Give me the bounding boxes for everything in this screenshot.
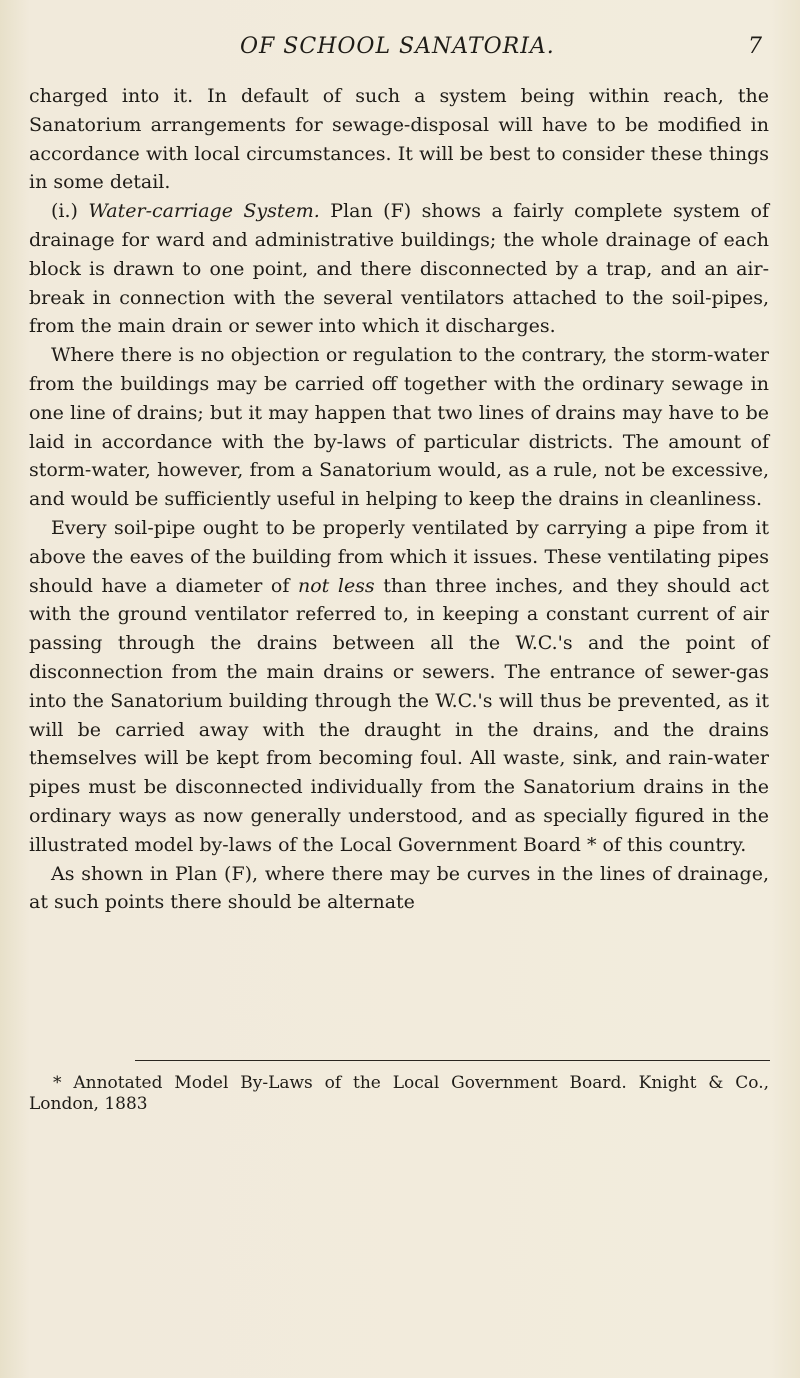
emphasis-text: not less bbox=[297, 574, 375, 597]
section-label: (i.) bbox=[51, 200, 78, 223]
paragraph-soil-pipe bbox=[29, 514, 769, 860]
paragraph-text: As shown in Plan (F), where there may be curves in the lines of drainage, at such points there should be alternate bbox=[29, 862, 769, 914]
page-number: 7 bbox=[748, 34, 762, 59]
paragraph-text: Where there is no objection or regulation to the contrary, the storm-water from the buildings may be carried off together with the ordinary sewage in one line of drains; but it may happen that two lines of drains may have to be laid in accordance with the by-laws of particular districts. The amount of storm-water, however, from a Sanatorium would, as a rule, not be excessive, and would be sufficiently useful in helping to keep the drains in cleanliness. bbox=[29, 344, 769, 511]
paragraph-continued bbox=[29, 82, 769, 197]
paragraph-storm-water bbox=[29, 341, 769, 514]
paragraph-curves bbox=[29, 860, 769, 918]
running-head bbox=[0, 34, 800, 74]
footnote: * Annotated Model By-Laws of the Local Government Board. Knight & Co., London, 1883 bbox=[29, 1073, 769, 1114]
paragraph-text: charged into it. In default of such a system being within reach, the Sanatorium arrangements for sewage-disposal will have to be modified in accordance with local circumstances. It will be best to consider these things in some detail. bbox=[29, 85, 769, 194]
paragraph-text: Plan (F) shows a fairly complete system of drainage for ward and administrative buildings; the whole drainage of each block is drawn to one point, and there disconnected by a trap, and an air-break in connection with the several ventilators attached to the soil-pipes, from the main drain or sewer into which it discharges. bbox=[29, 200, 769, 338]
running-title: OF SCHOOL SANATORIA. bbox=[240, 34, 555, 59]
paragraph-text: Every soil-pipe ought to be properly ventilated by carrying a pipe from it above the eaves of the building from which it issues. These ventilating pipes should have a diameter of bbox=[29, 516, 769, 597]
section-heading: Water-carriage System. bbox=[88, 200, 320, 223]
paragraph-text: than three inches, and they should act with the ground ventilator referred to, in keeping a constant current of air passing through the drains between all the W.C.'s and the point of disconnection from the main drains or sewers. The entrance of sewer-gas into the Sanatorium building through the W.C.'s will thus be prevented, as it will be carried away with the draught in the drains, and the drains themselves will be kept from becoming foul. All waste, sink, and rain-water pipes must be disconnected individually from the Sanatorium drains in the ordinary ways as now generally understood, and as specially figured in the illustrated model by-laws of the Local Government Board * of this country. bbox=[29, 574, 769, 856]
paragraph-water-carriage bbox=[29, 197, 769, 341]
footnote-divider bbox=[135, 1060, 770, 1061]
body-text bbox=[29, 82, 769, 917]
